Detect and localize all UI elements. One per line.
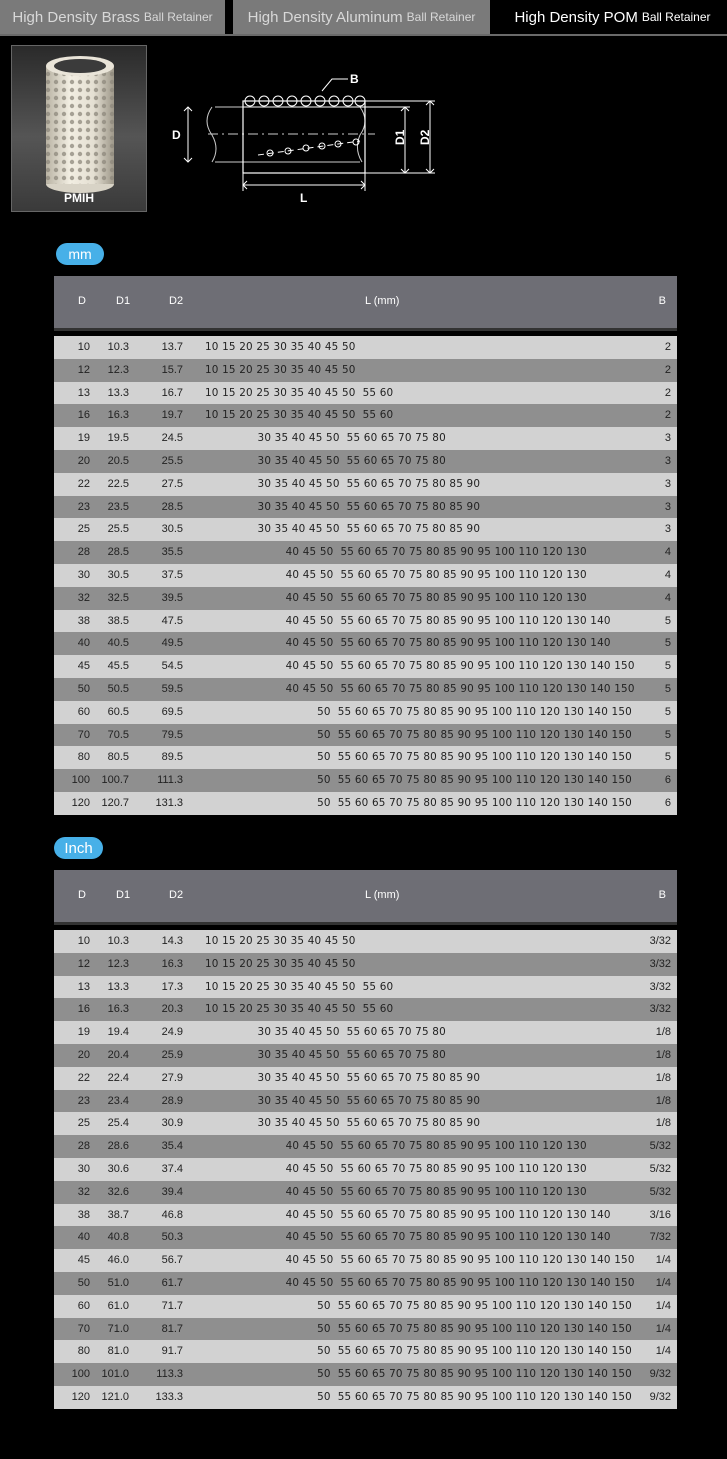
header-d1: D1 xyxy=(116,889,131,901)
cell-d2: 27.9 xyxy=(161,1071,183,1084)
table-row xyxy=(54,1363,677,1386)
spec-table-inch xyxy=(54,870,677,1409)
cell-d1: 70.5 xyxy=(107,728,129,741)
cell-d: 12 xyxy=(77,363,90,376)
cell-d2: 61.7 xyxy=(161,1276,183,1289)
cell-l: 40 45 50 55 60 65 70 75 80 85 90 95 100 110 120 130 140 xyxy=(205,614,611,627)
cell-b: 2 xyxy=(664,363,671,376)
cell-d: 45 xyxy=(77,660,90,673)
cell-l: 50 55 60 65 70 75 80 85 90 95 100 110 120 130 140 150 xyxy=(205,796,632,809)
cell-b: 6 xyxy=(664,774,671,787)
cell-l: 10 15 20 25 30 35 40 45 50 xyxy=(205,935,356,947)
cell-d1: 45.5 xyxy=(107,660,129,673)
cell-d: 45 xyxy=(77,1254,90,1267)
cell-d1: 38.5 xyxy=(107,614,129,627)
cell-d: 22 xyxy=(77,477,90,490)
cell-d1: 13.3 xyxy=(107,980,129,993)
header-l: L (mm) xyxy=(365,889,400,901)
cell-l: 50 55 60 65 70 75 80 85 90 95 100 110 120 130 140 150 xyxy=(205,774,632,787)
cell-b: 4 xyxy=(664,546,671,559)
cell-l: 40 45 50 55 60 65 70 75 80 85 90 95 100 110 120 130 140 150 xyxy=(205,1254,635,1267)
table-row xyxy=(54,701,677,724)
header-l: L (mm) xyxy=(365,295,400,307)
cell-d2: 89.5 xyxy=(161,751,183,764)
product-tabs xyxy=(0,0,727,34)
cell-l: 30 35 40 45 50 55 60 65 70 75 80 xyxy=(205,1048,446,1061)
cell-l: 50 55 60 65 70 75 80 85 90 95 100 110 120 130 140 150 xyxy=(205,1368,632,1381)
spec-table-mm xyxy=(54,276,677,815)
cell-d2: 113.3 xyxy=(156,1368,183,1381)
cell-b: 1/8 xyxy=(655,1117,671,1130)
cell-d: 13 xyxy=(77,386,90,399)
cell-d2: 81.7 xyxy=(161,1322,183,1335)
tab-aluminum-sub: Ball Retainer xyxy=(406,10,476,24)
cell-d: 100 xyxy=(71,774,90,787)
cell-d1: 61.0 xyxy=(107,1299,129,1312)
label-b: B xyxy=(350,72,359,86)
cell-d2: 16.3 xyxy=(161,957,183,970)
cell-d1: 80.5 xyxy=(107,751,129,764)
cell-d: 30 xyxy=(77,1162,90,1175)
cell-d2: 15.7 xyxy=(161,363,183,376)
cell-b: 3/16 xyxy=(649,1208,671,1221)
label-d1: D1 xyxy=(393,129,407,145)
cell-d1: 71.0 xyxy=(107,1322,129,1335)
cell-d2: 35.5 xyxy=(161,546,183,559)
cell-b: 2 xyxy=(664,386,671,399)
cell-l: 40 45 50 55 60 65 70 75 80 85 90 95 100 110 120 130 xyxy=(205,1162,587,1175)
cell-d1: 40.5 xyxy=(107,637,129,650)
cell-l: 10 15 20 25 30 35 40 45 50 xyxy=(205,957,356,970)
cell-d: 50 xyxy=(77,1276,90,1289)
cell-b: 3 xyxy=(664,454,671,467)
cell-d: 120 xyxy=(71,1390,90,1403)
cell-d2: 79.5 xyxy=(161,728,183,741)
cell-d1: 22.5 xyxy=(107,477,129,490)
cell-d2: 54.5 xyxy=(161,660,183,673)
cell-l: 30 35 40 45 50 55 60 65 70 75 80 85 90 xyxy=(205,477,481,490)
label-d: D xyxy=(172,128,181,142)
cell-l: 30 35 40 45 50 55 60 65 70 75 80 85 90 xyxy=(205,1117,481,1130)
table-row xyxy=(54,1295,677,1318)
cell-b: 5/32 xyxy=(649,1140,671,1153)
cell-d: 100 xyxy=(71,1368,90,1381)
cell-l: 30 35 40 45 50 55 60 65 70 75 80 xyxy=(205,1026,446,1039)
cell-d: 23 xyxy=(77,500,90,513)
cell-d: 28 xyxy=(77,546,90,559)
table-row xyxy=(54,359,677,382)
table-row xyxy=(54,336,677,359)
cell-d2: 131.3 xyxy=(155,796,183,809)
table-row xyxy=(54,678,677,701)
cell-d: 28 xyxy=(77,1140,90,1153)
table-header xyxy=(54,276,677,331)
cell-d2: 37.5 xyxy=(161,568,183,581)
cell-d2: 133.3 xyxy=(155,1390,183,1403)
cell-d2: 35.4 xyxy=(161,1140,183,1153)
cell-b: 3 xyxy=(664,523,671,536)
cell-b: 3 xyxy=(664,500,671,513)
cell-d: 60 xyxy=(77,1299,90,1312)
cell-d1: 120.7 xyxy=(101,796,129,809)
unit-label-inch: Inch xyxy=(54,837,103,859)
tab-pom-sub: Ball Retainer xyxy=(641,10,711,24)
cell-d2: 19.7 xyxy=(161,409,183,422)
cell-b: 1/8 xyxy=(655,1071,671,1084)
cell-d: 23 xyxy=(77,1094,90,1107)
header-b: B xyxy=(658,889,666,901)
cell-b: 5 xyxy=(664,637,671,650)
cell-l: 40 45 50 55 60 65 70 75 80 85 90 95 100 110 120 130 140 150 xyxy=(205,682,635,695)
cell-d2: 37.4 xyxy=(161,1162,183,1175)
cell-d1: 16.3 xyxy=(107,1003,129,1016)
cell-d: 50 xyxy=(77,682,90,695)
cell-b: 3/32 xyxy=(649,980,671,993)
cell-b: 6 xyxy=(664,796,671,809)
cell-b: 4 xyxy=(664,591,671,604)
cell-b: 1/8 xyxy=(655,1094,671,1107)
cell-b: 5 xyxy=(664,660,671,673)
cell-d1: 40.8 xyxy=(107,1231,129,1244)
cell-b: 1/8 xyxy=(655,1026,671,1039)
table-row xyxy=(54,1204,677,1227)
cell-b: 5 xyxy=(664,682,671,695)
cell-l: 30 35 40 45 50 55 60 65 70 75 80 xyxy=(205,454,446,467)
cell-d1: 25.4 xyxy=(107,1117,129,1130)
cell-d1: 25.5 xyxy=(107,523,129,536)
cell-d2: 25.9 xyxy=(161,1048,183,1061)
cell-l: 40 45 50 55 60 65 70 75 80 85 90 95 100 110 120 130 140 xyxy=(205,1208,611,1221)
cell-d2: 27.5 xyxy=(161,477,183,490)
table-body xyxy=(54,930,677,1409)
tab-pom-main: High Density POM xyxy=(514,8,638,26)
cell-l: 40 45 50 55 60 65 70 75 80 85 90 95 100 110 120 130 xyxy=(205,591,587,604)
header-d: D xyxy=(78,889,86,901)
tab-aluminum[interactable] xyxy=(233,0,490,34)
cell-d2: 56.7 xyxy=(161,1254,183,1267)
cell-l: 40 45 50 55 60 65 70 75 80 85 90 95 100 110 120 130 140 150 xyxy=(205,660,635,673)
cell-d: 120 xyxy=(71,796,90,809)
cell-d1: 100.7 xyxy=(101,774,129,787)
table-row xyxy=(54,1158,677,1181)
table-row xyxy=(54,1226,677,1249)
product-label: PMIH xyxy=(64,191,94,205)
cell-d: 25 xyxy=(77,1117,90,1130)
cell-b: 1/4 xyxy=(655,1345,671,1358)
cell-d: 38 xyxy=(77,1208,90,1221)
cell-d2: 50.3 xyxy=(161,1231,183,1244)
cell-d2: 30.9 xyxy=(161,1117,183,1130)
cell-d1: 12.3 xyxy=(107,363,129,376)
table-row xyxy=(54,404,677,427)
cell-d1: 10.3 xyxy=(107,935,129,947)
cell-l: 40 45 50 55 60 65 70 75 80 85 90 95 100 110 120 130 140 xyxy=(205,1231,611,1244)
cell-b: 5/32 xyxy=(649,1185,671,1198)
cell-l: 10 15 20 25 30 35 40 45 50 55 60 xyxy=(205,386,394,399)
tab-brass-sub: Ball Retainer xyxy=(143,10,213,24)
cell-l: 10 15 20 25 30 35 40 45 50 55 60 xyxy=(205,980,394,993)
cell-d2: 71.7 xyxy=(161,1299,183,1312)
cell-d1: 30.5 xyxy=(107,568,129,581)
cell-l: 50 55 60 65 70 75 80 85 90 95 100 110 120 130 140 150 xyxy=(205,1345,632,1358)
cell-d2: 24.9 xyxy=(161,1026,183,1039)
cell-d2: 28.5 xyxy=(161,500,183,513)
cell-d: 10 xyxy=(77,935,90,947)
cell-d2: 39.4 xyxy=(161,1185,183,1198)
cell-l: 50 55 60 65 70 75 80 85 90 95 100 110 120 130 140 150 xyxy=(205,728,632,741)
cell-d: 32 xyxy=(77,1185,90,1198)
tab-pom[interactable] xyxy=(498,0,727,34)
cell-d1: 60.5 xyxy=(107,705,129,718)
cell-b: 3 xyxy=(664,477,671,490)
table-row xyxy=(54,769,677,792)
cell-d: 80 xyxy=(77,1345,90,1358)
table-header xyxy=(54,870,677,925)
cell-b: 1/4 xyxy=(655,1322,671,1335)
cell-b: 3/32 xyxy=(649,935,671,947)
cell-d: 25 xyxy=(77,523,90,536)
cell-d: 32 xyxy=(77,591,90,604)
header-d2: D2 xyxy=(169,889,184,901)
cell-d1: 38.7 xyxy=(107,1208,129,1221)
header-d1: D1 xyxy=(116,295,131,307)
cell-d: 40 xyxy=(77,1231,90,1244)
label-l: L xyxy=(300,191,308,205)
table-row xyxy=(54,1067,677,1090)
table-row xyxy=(54,587,677,610)
cell-b: 1/4 xyxy=(655,1299,671,1312)
cell-d: 70 xyxy=(77,1322,90,1335)
cell-l: 30 35 40 45 50 55 60 65 70 75 80 85 90 xyxy=(205,500,481,513)
cell-d: 80 xyxy=(77,751,90,764)
cell-d1: 20.5 xyxy=(107,454,129,467)
cell-l: 50 55 60 65 70 75 80 85 90 95 100 110 120 130 140 150 xyxy=(205,705,632,718)
table-row xyxy=(54,518,677,541)
table-row xyxy=(54,792,677,815)
cell-b: 7/32 xyxy=(649,1231,671,1244)
cell-d1: 28.6 xyxy=(107,1140,129,1153)
cell-d2: 28.9 xyxy=(161,1094,183,1107)
cell-d: 22 xyxy=(77,1071,90,1084)
table-row xyxy=(54,541,677,564)
cell-d2: 39.5 xyxy=(161,591,183,604)
cell-d2: 91.7 xyxy=(161,1345,183,1358)
cell-b: 2 xyxy=(664,341,671,353)
tab-aluminum-main: High Density Aluminum xyxy=(247,8,403,26)
header-d: D xyxy=(78,295,86,307)
cell-b: 9/32 xyxy=(649,1368,671,1381)
cell-d2: 69.5 xyxy=(161,705,183,718)
table-row xyxy=(54,976,677,999)
cell-l: 40 45 50 55 60 65 70 75 80 85 90 95 100 110 120 130 140 150 xyxy=(205,1276,635,1289)
cell-b: 5 xyxy=(664,751,671,764)
cell-b: 1/4 xyxy=(655,1276,671,1289)
cell-b: 3/32 xyxy=(649,957,671,970)
cell-d1: 46.0 xyxy=(107,1254,129,1267)
cell-d1: 16.3 xyxy=(107,409,129,422)
cell-d1: 32.6 xyxy=(107,1185,129,1198)
cell-d: 30 xyxy=(77,568,90,581)
cell-l: 30 35 40 45 50 55 60 65 70 75 80 85 90 xyxy=(205,1071,481,1084)
tab-brass[interactable] xyxy=(0,0,225,34)
table-row xyxy=(54,610,677,633)
ball-track-line xyxy=(258,141,360,155)
cell-d1: 12.3 xyxy=(107,957,129,970)
cell-d1: 23.4 xyxy=(107,1094,129,1107)
table-row xyxy=(54,564,677,587)
cell-d2: 25.5 xyxy=(161,454,183,467)
cell-b: 3/32 xyxy=(649,1003,671,1016)
ball-retainer-image xyxy=(12,46,147,212)
cell-d2: 14.3 xyxy=(161,935,183,947)
cell-d: 19 xyxy=(77,1026,90,1039)
table-row xyxy=(54,450,677,473)
cell-d2: 16.7 xyxy=(161,386,183,399)
table-row xyxy=(54,1021,677,1044)
cell-b: 5/32 xyxy=(649,1162,671,1175)
cell-d1: 101.0 xyxy=(101,1368,129,1381)
cell-d: 12 xyxy=(77,957,90,970)
cell-d2: 30.5 xyxy=(161,523,183,536)
cell-d2: 13.7 xyxy=(161,341,183,353)
unit-label-mm: mm xyxy=(56,243,104,265)
table-row xyxy=(54,496,677,519)
cell-d: 13 xyxy=(77,980,90,993)
cell-d2: 47.5 xyxy=(161,614,183,627)
cell-d1: 19.4 xyxy=(107,1026,129,1039)
cell-d1: 30.6 xyxy=(107,1162,129,1175)
cell-d1: 28.5 xyxy=(107,546,129,559)
table-row xyxy=(54,1090,677,1113)
cell-l: 40 45 50 55 60 65 70 75 80 85 90 95 100 110 120 130 xyxy=(205,568,587,581)
label-d2: D2 xyxy=(418,129,432,145)
b-leader xyxy=(322,79,348,91)
cell-l: 50 55 60 65 70 75 80 85 90 95 100 110 120 130 140 150 xyxy=(205,1390,632,1403)
cell-l: 30 35 40 45 50 55 60 65 70 75 80 xyxy=(205,432,446,445)
cell-l: 40 45 50 55 60 65 70 75 80 85 90 95 100 110 120 130 xyxy=(205,1140,587,1153)
table-row xyxy=(54,1272,677,1295)
table-row xyxy=(54,746,677,769)
cell-d: 20 xyxy=(77,454,90,467)
cell-d2: 59.5 xyxy=(161,682,183,695)
cell-l: 50 55 60 65 70 75 80 85 90 95 100 110 120 130 140 150 xyxy=(205,1322,632,1335)
cell-l: 50 55 60 65 70 75 80 85 90 95 100 110 120 130 140 150 xyxy=(205,1299,632,1312)
cell-l: 50 55 60 65 70 75 80 85 90 95 100 110 120 130 140 150 xyxy=(205,751,632,764)
cell-b: 1/4 xyxy=(655,1254,671,1267)
cell-d: 10 xyxy=(77,341,90,353)
cell-b: 5 xyxy=(664,705,671,718)
cell-l: 10 15 20 25 30 35 40 45 50 xyxy=(205,341,356,353)
cell-l: 10 15 20 25 30 35 40 45 50 55 60 xyxy=(205,1003,394,1016)
cell-d1: 10.3 xyxy=(107,341,129,353)
cell-d2: 20.3 xyxy=(161,1003,183,1016)
cell-d2: 46.8 xyxy=(161,1208,183,1221)
header-b: B xyxy=(658,295,666,307)
cell-d1: 50.5 xyxy=(107,682,129,695)
table-row xyxy=(54,382,677,405)
tab-divider xyxy=(0,34,727,36)
table-row xyxy=(54,655,677,678)
cell-d1: 121.0 xyxy=(101,1390,129,1403)
cell-b: 2 xyxy=(664,409,671,422)
header-d2: D2 xyxy=(169,295,184,307)
table-row xyxy=(54,1044,677,1067)
table-row xyxy=(54,1181,677,1204)
cell-l: 10 15 20 25 30 35 40 45 50 55 60 xyxy=(205,409,394,422)
table-row xyxy=(54,1249,677,1272)
cell-b: 1/8 xyxy=(655,1048,671,1061)
table-row xyxy=(54,1318,677,1341)
table-row xyxy=(54,1135,677,1158)
cell-b: 3 xyxy=(664,432,671,445)
cell-l: 40 45 50 55 60 65 70 75 80 85 90 95 100 110 120 130 xyxy=(205,1185,587,1198)
retainer-balls xyxy=(245,96,365,156)
cell-l: 30 35 40 45 50 55 60 65 70 75 80 85 90 xyxy=(205,523,481,536)
cell-d2: 111.3 xyxy=(157,774,183,787)
cell-b: 9/32 xyxy=(649,1390,671,1403)
cell-d2: 24.5 xyxy=(161,432,183,445)
table-row xyxy=(54,1112,677,1135)
table-row xyxy=(54,632,677,655)
table-body xyxy=(54,336,677,815)
cell-d1: 51.0 xyxy=(107,1276,129,1289)
dim-l-line xyxy=(243,173,365,191)
cell-d1: 23.5 xyxy=(107,500,129,513)
table-row xyxy=(54,953,677,976)
cell-d: 16 xyxy=(77,409,90,422)
cell-d2: 17.3 xyxy=(161,980,183,993)
table-row xyxy=(54,724,677,747)
cell-d2: 49.5 xyxy=(161,637,183,650)
cell-d1: 19.5 xyxy=(107,432,129,445)
cell-l: 40 45 50 55 60 65 70 75 80 85 90 95 100 110 120 130 xyxy=(205,546,587,559)
table-row xyxy=(54,930,677,953)
cell-d1: 32.5 xyxy=(107,591,129,604)
cell-d1: 22.4 xyxy=(107,1071,129,1084)
table-row xyxy=(54,473,677,496)
cell-l: 10 15 20 25 30 35 40 45 50 xyxy=(205,363,356,376)
table-row xyxy=(54,427,677,450)
cell-d1: 20.4 xyxy=(107,1048,129,1061)
cell-d: 20 xyxy=(77,1048,90,1061)
cell-d: 38 xyxy=(77,614,90,627)
cell-b: 5 xyxy=(664,614,671,627)
table-row xyxy=(54,998,677,1021)
cell-b: 5 xyxy=(664,728,671,741)
cell-d1: 13.3 xyxy=(107,386,129,399)
cell-l: 40 45 50 55 60 65 70 75 80 85 90 95 100 110 120 130 140 xyxy=(205,637,611,650)
cell-d: 60 xyxy=(77,705,90,718)
dimension-diagram xyxy=(160,65,450,215)
table-row xyxy=(54,1340,677,1363)
tab-brass-main: High Density Brass xyxy=(12,8,140,26)
product-photo xyxy=(11,45,147,212)
cell-d: 19 xyxy=(77,432,90,445)
cell-d: 40 xyxy=(77,637,90,650)
cell-d: 16 xyxy=(77,1003,90,1016)
table-row xyxy=(54,1386,677,1409)
cell-l: 30 35 40 45 50 55 60 65 70 75 80 85 90 xyxy=(205,1094,481,1107)
cell-d: 70 xyxy=(77,728,90,741)
cell-d1: 81.0 xyxy=(107,1345,129,1358)
cell-b: 4 xyxy=(664,568,671,581)
